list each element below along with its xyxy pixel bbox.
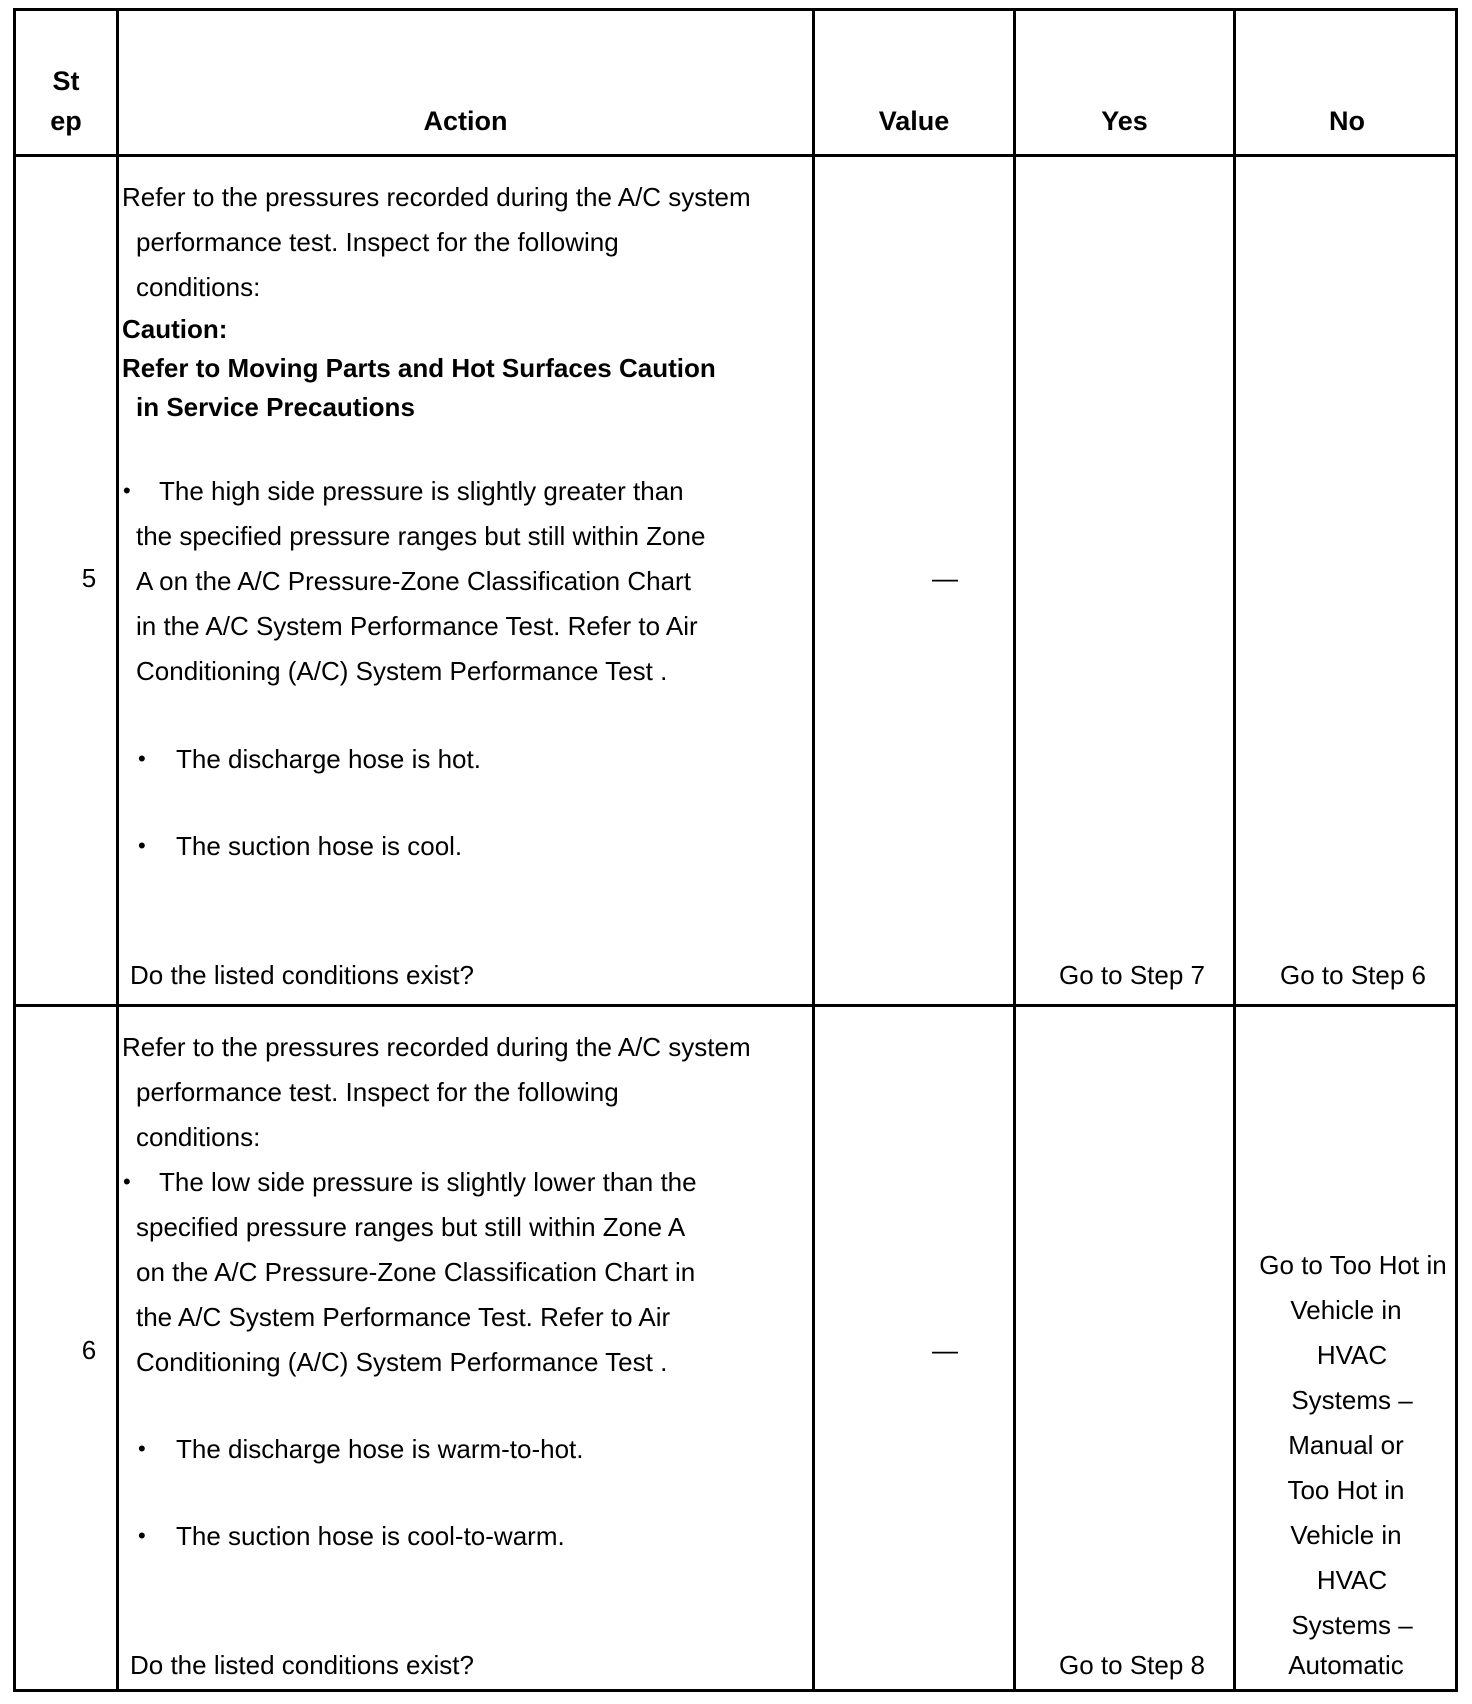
no-cell-line: Too Hot in	[1287, 1475, 1405, 1505]
bullet-icon: •	[138, 833, 146, 858]
no-cell-line: Vehicle in	[1290, 1520, 1402, 1550]
caution-text: in Service Precautions	[136, 392, 415, 422]
condition-line: Conditioning (A/C) System Performance Test .	[136, 1347, 668, 1377]
condition-line: on the A/C Pressure-Zone Classification Chart in	[136, 1257, 696, 1287]
row-divider	[16, 1004, 1455, 1007]
action-line: conditions:	[136, 272, 261, 302]
action-line: Refer to the pressures recorded during the A/C system	[122, 182, 751, 212]
caution-label: Caution:	[122, 314, 228, 344]
condition-line: in the A/C System Performance Test. Refer to Air	[136, 611, 698, 641]
header-step-line2: ep	[50, 106, 82, 136]
condition-line: A on the A/C Pressure-Zone Classification Chart	[136, 566, 691, 596]
no-cell-line: Manual or	[1288, 1430, 1404, 1460]
yes-cell: Go to Step 8	[1059, 1650, 1205, 1680]
question-text: Do the listed conditions exist?	[130, 960, 474, 990]
condition-line: specified pressure ranges but still within Zone A	[136, 1212, 686, 1242]
column-divider	[812, 11, 815, 1689]
bullet-icon: •	[138, 1523, 146, 1548]
diagnostic-table	[13, 8, 1458, 1692]
bullet-icon: •	[123, 1169, 131, 1194]
header-action: Action	[423, 106, 508, 136]
no-cell-line: Systems –	[1291, 1385, 1413, 1415]
no-cell-line: HVAC	[1316, 1340, 1388, 1370]
step-number: 5	[81, 563, 97, 593]
no-cell-line: Go to Too Hot in	[1259, 1250, 1447, 1280]
condition-line: The discharge hose is warm-to-hot.	[176, 1434, 584, 1464]
header-step-line1: St	[52, 66, 80, 96]
condition-line: The high side pressure is slightly greater than	[159, 476, 684, 506]
bullet-icon: •	[138, 746, 146, 771]
condition-line: The discharge hose is hot.	[176, 744, 481, 774]
no-cell: Go to Step 6	[1280, 960, 1426, 990]
header-value: Value	[878, 106, 950, 136]
no-cell-line: Systems –	[1291, 1610, 1413, 1640]
value-cell: —	[932, 1335, 958, 1365]
action-line: performance test. Inspect for the following	[136, 227, 619, 257]
condition-line: the specified pressure ranges but still within Zone	[136, 521, 706, 551]
caution-text: Refer to Moving Parts and Hot Surfaces Caution	[122, 353, 716, 383]
condition-line: The low side pressure is slightly lower than the	[159, 1167, 697, 1197]
action-line: performance test. Inspect for the following	[136, 1077, 619, 1107]
bullet-icon: •	[123, 478, 131, 503]
action-line: conditions:	[136, 1122, 261, 1152]
condition-line: the A/C System Performance Test. Refer to Air	[136, 1302, 671, 1332]
row-divider	[16, 154, 1455, 157]
condition-line: The suction hose is cool.	[176, 831, 463, 861]
value-cell: —	[932, 563, 958, 593]
step-number: 6	[81, 1335, 97, 1365]
question-text: Do the listed conditions exist?	[130, 1650, 474, 1680]
column-divider	[1013, 11, 1016, 1689]
bullet-icon: •	[138, 1436, 146, 1461]
header-no: No	[1329, 106, 1365, 136]
condition-line: The suction hose is cool-to-warm.	[176, 1521, 565, 1551]
no-cell-line: Vehicle in	[1290, 1295, 1402, 1325]
yes-cell: Go to Step 7	[1059, 960, 1205, 990]
column-divider	[116, 11, 119, 1689]
condition-line: Conditioning (A/C) System Performance Test .	[136, 656, 668, 686]
no-cell-line: HVAC	[1316, 1565, 1388, 1595]
no-cell-line: Automatic	[1288, 1650, 1404, 1680]
action-line: Refer to the pressures recorded during the A/C system	[122, 1032, 751, 1062]
header-yes: Yes	[1101, 106, 1148, 136]
